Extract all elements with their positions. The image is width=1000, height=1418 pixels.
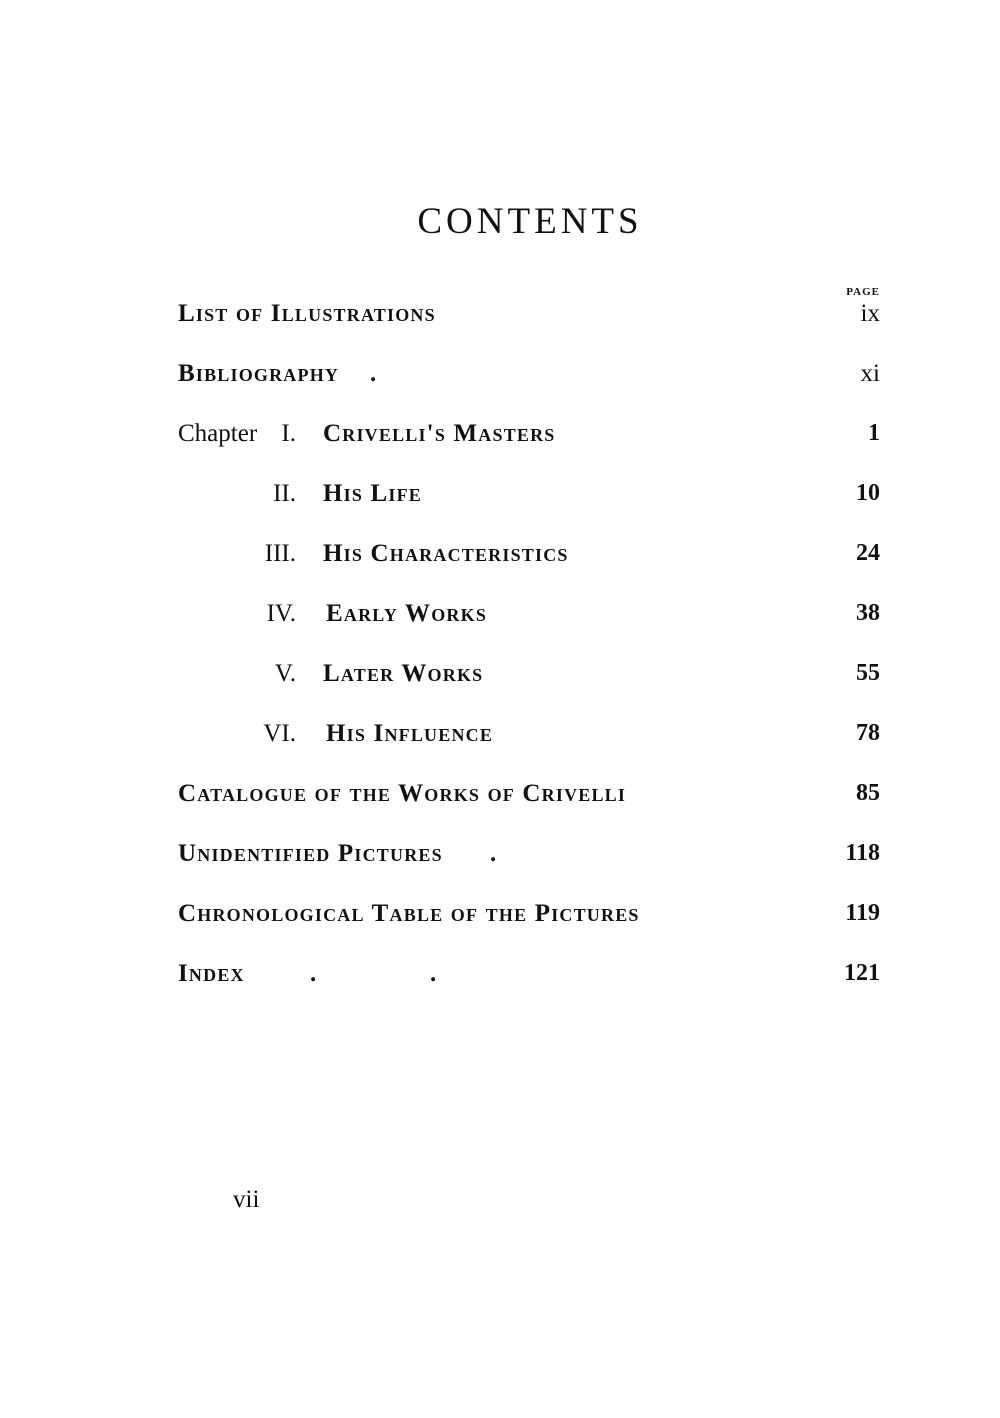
toc-entry-page: 78	[856, 720, 880, 746]
toc-entry-page: 119	[845, 900, 880, 926]
toc-entry-page: 1	[868, 420, 880, 446]
toc-entry-chapter-6[interactable]	[0, 720, 1000, 760]
toc-entry-page: 10	[856, 480, 880, 506]
toc-entry-title: Unidentified Pictures	[178, 840, 443, 867]
toc-entry-page: 24	[856, 540, 880, 566]
toc-entry-title: His Characteristics	[323, 540, 569, 567]
chapter-numeral: IV.	[266, 600, 296, 627]
toc-entry-page: ix	[860, 300, 880, 327]
page-column-label: PAGE	[846, 286, 880, 298]
toc-entry-chapter-4[interactable]	[0, 600, 1000, 640]
chapter-numeral: III.	[264, 540, 296, 567]
chapter-numeral: I.	[281, 420, 296, 447]
toc-entry-title: List of Illustrations	[178, 300, 436, 327]
toc-entry-page: 121	[844, 960, 880, 986]
toc-entry-index[interactable]	[0, 960, 1000, 1000]
toc-entry-page: 55	[856, 660, 880, 686]
chapter-prefix: Chapter	[178, 420, 258, 447]
toc-entry-title: Index	[178, 960, 245, 987]
chapter-numeral: V.	[274, 660, 296, 687]
toc-entry-title: Bibliography	[178, 360, 340, 387]
leader-dot: .	[370, 360, 377, 387]
toc-entry-bibliography[interactable]	[0, 360, 1000, 400]
toc-entry-list-of-illustrations[interactable]	[0, 300, 1000, 340]
leader-dot: .	[490, 840, 497, 867]
toc-entry-title: Chronological Table of the Pictures	[178, 900, 640, 927]
chapter-numeral: II.	[273, 480, 296, 507]
leader-dot: .	[430, 960, 437, 987]
toc-entry-chapter-3[interactable]	[0, 540, 1000, 580]
toc-entry-chapter-1[interactable]	[0, 420, 1000, 460]
toc-entry-chapter-2[interactable]	[0, 480, 1000, 520]
toc-entry-title: His Influence	[326, 720, 494, 747]
page-folio: vii	[233, 1186, 260, 1213]
chapter-numeral: VI.	[263, 720, 296, 747]
toc-entry-catalogue[interactable]	[0, 780, 1000, 820]
toc-entry-title: Early Works	[326, 600, 488, 627]
toc-entry-page: 38	[856, 600, 880, 626]
toc-entry-title: Catalogue of the Works of Crivelli	[178, 780, 627, 807]
toc-entry-page: 118	[845, 840, 880, 866]
toc-entry-title: His Life	[323, 480, 422, 507]
page-title: CONTENTS	[417, 201, 643, 242]
leader-dot: .	[310, 960, 317, 987]
toc-entry-unidentified-pictures[interactable]	[0, 840, 1000, 880]
toc-entry-page: 85	[856, 780, 880, 806]
toc-entry-chapter-5[interactable]	[0, 660, 1000, 700]
toc-entry-title: Later Works	[323, 660, 484, 687]
toc-entry-chronological-table[interactable]	[0, 900, 1000, 940]
toc-entry-page: xi	[860, 360, 880, 387]
toc-entry-title: Crivelli's Masters	[323, 420, 556, 447]
